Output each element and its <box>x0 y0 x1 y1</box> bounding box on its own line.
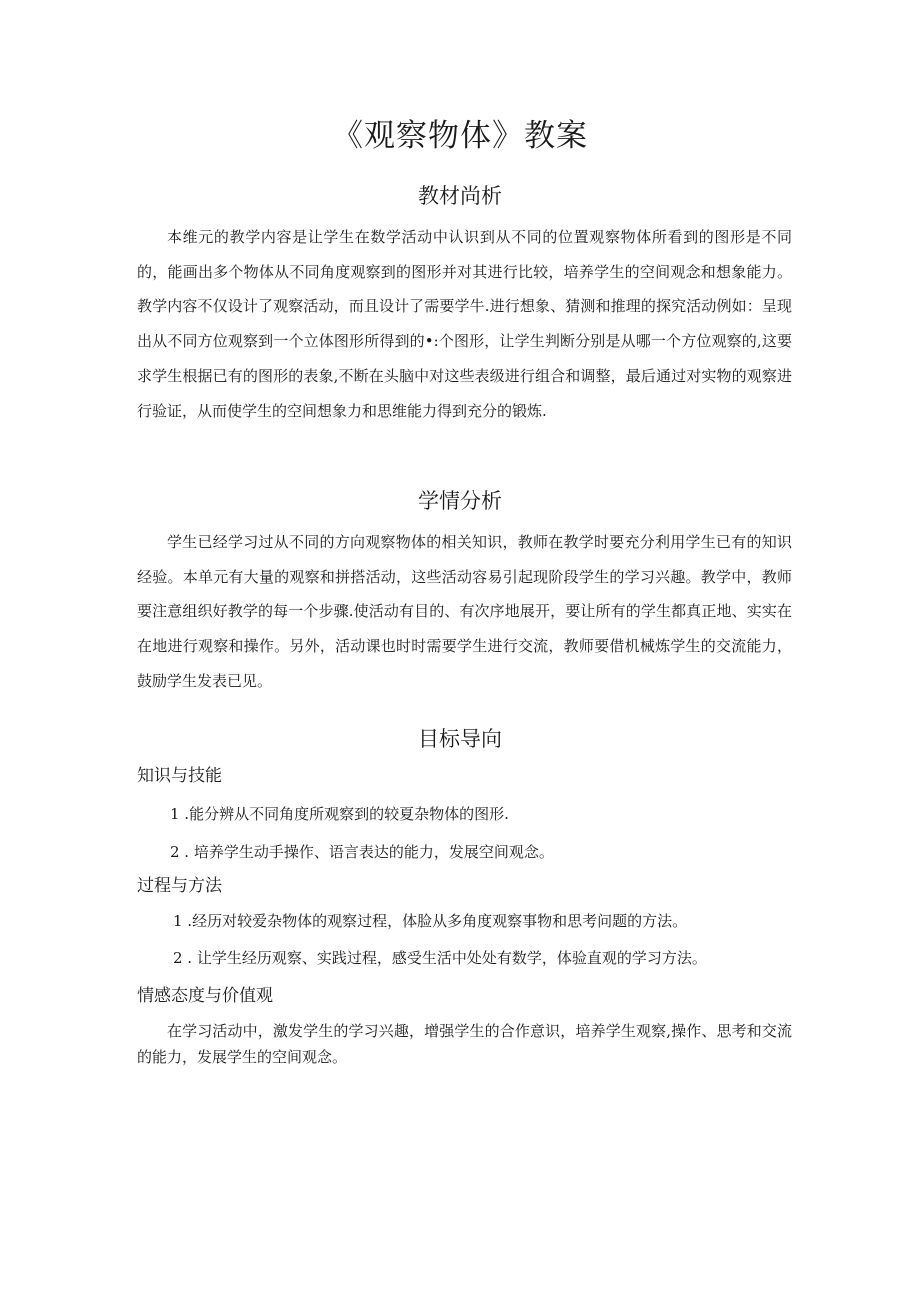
subheading-emotion-values: 情感态度与价值观 <box>137 986 273 1006</box>
section-heading-textbook-analysis: 教材尚析 <box>418 184 502 208</box>
section-heading-student-analysis: 学情分析 <box>418 489 502 513</box>
process-methods-item-1: 1 .经历对较爱杂物体的观察过程，体脸从多角度观察事物和思考问题的方法。 <box>173 912 688 930</box>
textbook-analysis-paragraph: 本维元的教学内容是让学生在数学活动中认识到从不同的位置观察物体所看到的图形是不同的，能画出多个物体从不同角度观察到的图形并对其进行比较，培养学生的空间观念和想象能力。教学内容不仅设计了观察活动，而且设计了需要学牛.进行想象、猜测和推理的探究活动例如：呈现出从不同方位观察到一个立体图形所得到的•:个图形，让学生判断分别是从哪一个方位观察的,这要求学生根据已有的图形的表象,不断在头脑中对这些表级进行组合和调整，最后通过对实物的观察进行验证，从而使学生的空间想象力和思维能力得到充分的锻炼. <box>137 228 792 420</box>
process-methods-item-2: 2 . 让学生经历观察、实践过程，感受生活中处处有数学，体验直观的学习方法。 <box>173 949 707 967</box>
section-heading-objectives: 目标导向 <box>418 727 502 751</box>
knowledge-skills-item-1: 1 .能分辨从不同角度所观察到的较夏杂物体的图形. <box>170 805 509 823</box>
knowledge-skills-item-2: 2 . 培养学生动手操作、语言表达的能力，发展空间观念。 <box>170 843 554 861</box>
subheading-process-methods: 过程与方法 <box>137 876 222 896</box>
subheading-knowledge-skills: 知识与技能 <box>137 766 222 786</box>
document-title: 《观察物体》教案 <box>332 118 588 154</box>
student-analysis-paragraph: 学生已经学习过从不同的方向观察物体的相关知识，教师在教学时要充分利用学生已有的知识经验。本单元有大量的观察和拼搭活动，这些活动容易引起现阶段学生的学习兴趣。教学中，教师要注意组织好教学的每一个步骤.使活动有目的、有次序地展开，要让所有的学生都真正地、实实在在地进行观察和操作。另外，活动课也时时需要学生进行交流，教师要借机械炼学生的交流能力，鼓励学生发表已见。 <box>137 533 792 690</box>
emotion-values-paragraph: 在学习活动中，激发学生的学习兴趣，增强学生的合作意识，培养学生观察,操作、思考和交流的能力，发展学生的空间观念。 <box>137 1022 792 1066</box>
